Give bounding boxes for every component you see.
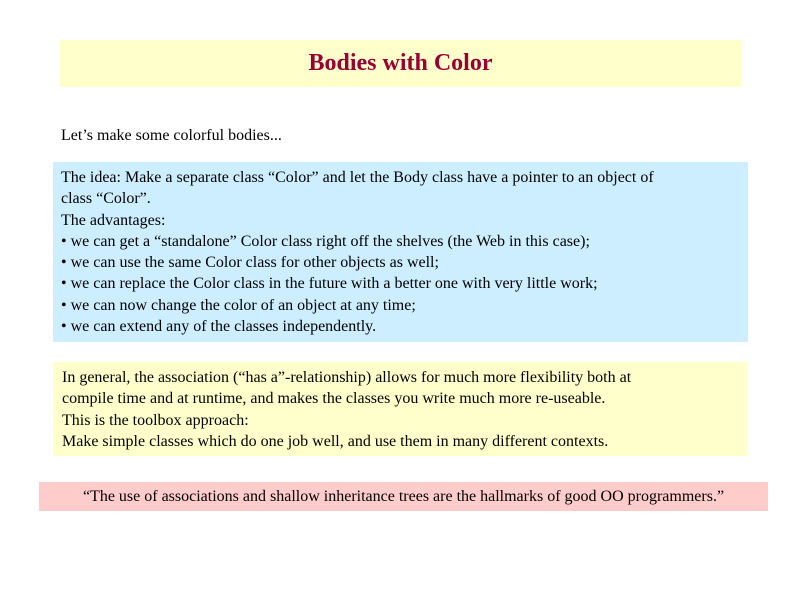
advantage-item: • we can extend any of the classes independently. [61,318,377,336]
advantage-item: • we can now change the color of an object at any time; [61,296,416,314]
title-banner [60,40,741,87]
general-line: In general, the association (“has a”-relationship) allows for much more flexibility both at [62,369,632,386]
slide-title: Bodies with Color [308,50,493,76]
intro-text: Let’s make some colorful bodies... [61,127,282,144]
idea-line: The idea: Make a separate class “Color” and let the Body class have a pointer to an object of [61,169,654,186]
advantages-heading: The advantages: [61,211,166,229]
quote-box [39,482,768,511]
general-line: compile time and at runtime, and makes the classes you write much more re-useable. [62,390,606,408]
quote-text: “The use of associations and shallow inheritance trees are the hallmarks of good OO programmers.” [82,487,725,505]
idea-line: class “Color”. [61,190,151,208]
general-box [53,362,748,456]
idea-box [53,162,748,342]
advantage-item: • we can get a “standalone” Color class right off the shelves (the Web in this case); [61,232,590,250]
advantage-item: • we can replace the Color class in the future with a better one with very little work; [61,275,598,293]
general-line: This is the toolbox approach: [62,411,249,429]
advantage-item: • we can use the same Color class for other objects as well; [61,254,439,272]
general-line: Make simple classes which do one job well, and use them in many different contexts. [62,432,609,450]
